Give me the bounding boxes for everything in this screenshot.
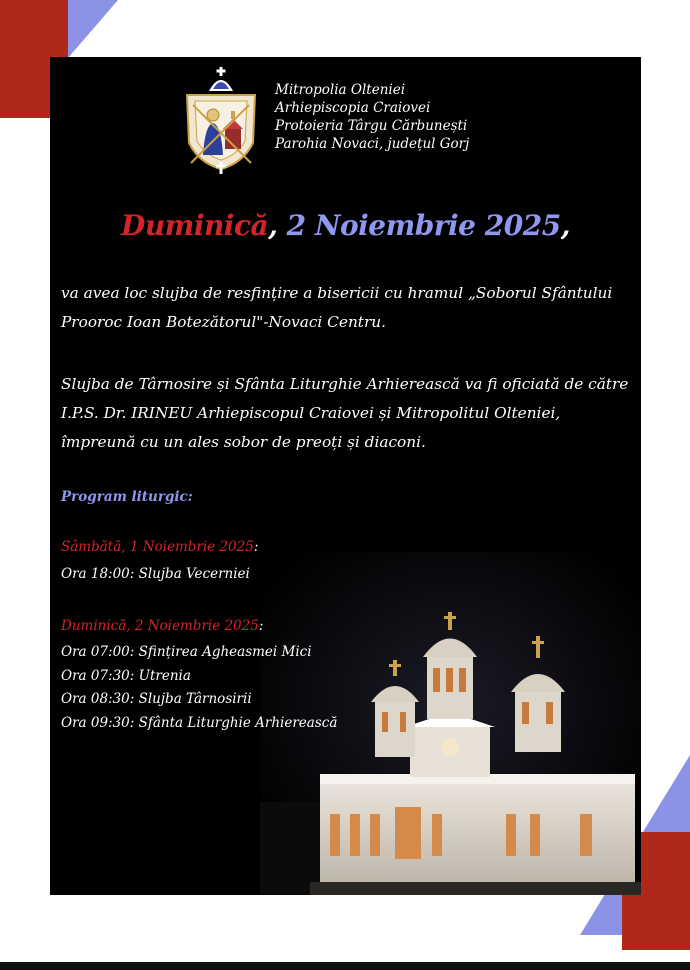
poster: [50, 57, 641, 895]
decor-blue-triangle-top-left: [68, 0, 118, 58]
schedule-item: Ora 07:30: Utrenia: [61, 667, 191, 684]
program-day-saturday-colon: :: [253, 539, 259, 555]
schedule-item: Ora 08:30: Slujba Târnosirii: [61, 691, 252, 707]
episcopal-crest-icon: [183, 65, 259, 175]
header-line-parish: Parohia Novaci, județul Gorj: [275, 136, 470, 152]
headline-comma: ,: [268, 209, 287, 242]
headline-comma-end: ,: [560, 209, 570, 242]
program-day-saturday-label: Sâmbătă, 1 Noiembrie 2025: [61, 539, 254, 555]
event-headline: [50, 209, 641, 242]
program-schedule-saturday: [61, 563, 250, 587]
header-line-deanery: Protoieria Târgu Cărbunești: [275, 118, 468, 134]
header-line-archdiocese: Arhiepiscopia Craiovei: [275, 100, 431, 116]
program-day-sunday: [61, 618, 263, 634]
schedule-item: Ora 07:00: Sfințirea Agheasmei Mici: [61, 644, 312, 660]
program-day-sunday-label: Duminică, 2 Noiembrie 2025: [61, 618, 259, 634]
bottom-bar: [0, 962, 690, 970]
program-day-saturday: [61, 539, 258, 555]
program-title: Program liturgic:: [61, 489, 193, 505]
schedule-item: Ora 18:00: Slujba Vecerniei: [61, 566, 250, 582]
header-line-metropolis: Mitropolia Olteniei: [275, 82, 406, 98]
program-schedule-sunday: [61, 641, 337, 735]
headline-day: Duminică: [121, 209, 269, 242]
header-institution-lines: [275, 81, 469, 153]
announcement-paragraph: va avea loc slujba de resfințire a bisericii cu hramul „Soborul Sfântului Prooroc Ioan Botezătorul"-Novaci Centru.: [61, 284, 613, 331]
program-day-sunday-colon: :: [258, 618, 264, 634]
schedule-item: Ora 09:30: Sfânta Liturghie Arhierească: [61, 714, 338, 731]
headline-date: 2 Noiembrie 2025: [286, 209, 561, 242]
officiant-paragraph: Slujba de Târnosire și Sfânta Liturghie Arhierească va fi oficiată de către I.P.S. Dr. IRINEU Arhiepiscopul Craiovei și Mitropolitul Olteniei, împreună cu un ales sobor de preoți și diaconi.: [61, 375, 629, 451]
